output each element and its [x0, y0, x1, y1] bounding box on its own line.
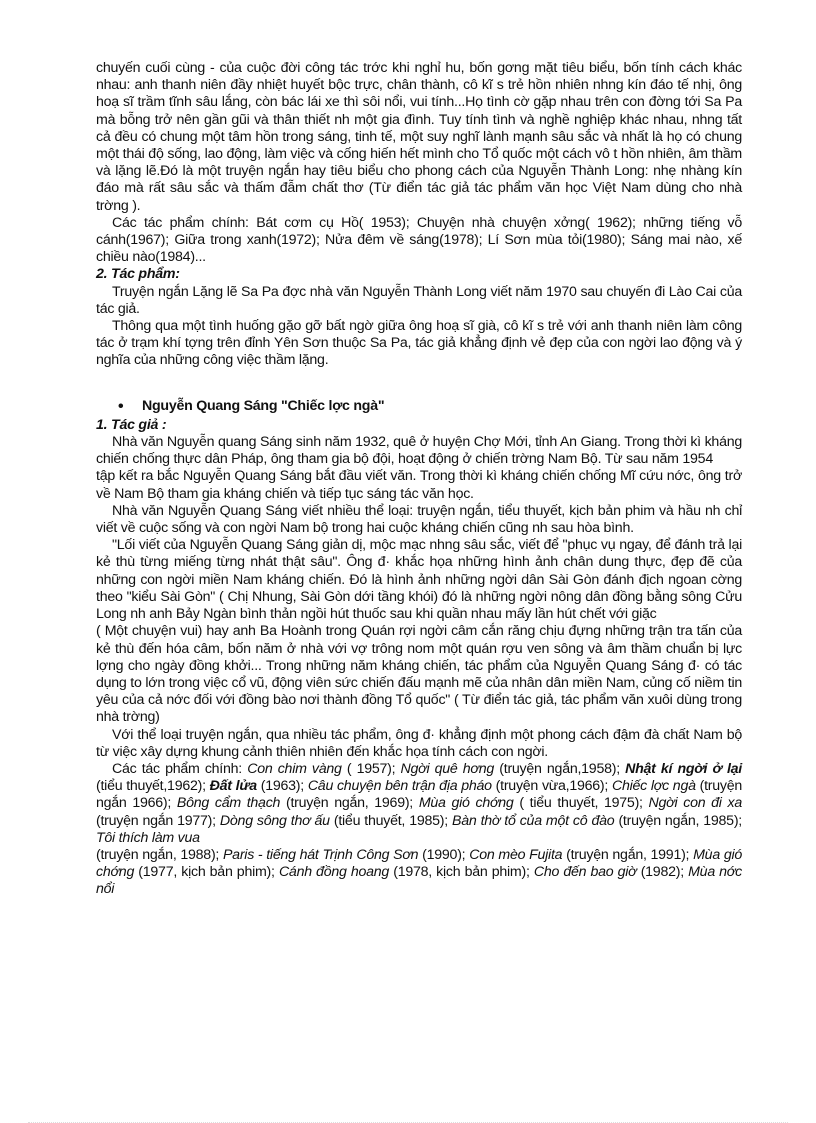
work-title: Cánh đồng hoang: [278, 864, 390, 881]
work-detail: (tiểu thuyết, 1985);: [329, 812, 452, 829]
work-title: Mùa gió chớng: [418, 795, 514, 812]
works-paragraph: Các tác phẩm chính: Bát cơm cụ Hồ( 1953); Chuyện nhà chuyện xởng( 1962); những tiếng vỗ cánh(1967); Giữa trong xanh(1972); Nửa đêm về sáng(1978); Lí Sơn mùa tỏi(1980); Sáng mai nào, xế chiều nào(1984)...: [96, 214, 742, 266]
work-detail: (1963);: [256, 778, 308, 795]
heading-tac-pham: 2. Tác phẩm:: [96, 266, 180, 283]
work-detail: (tiểu thuyết,1962);: [96, 778, 210, 795]
work-title: Dòng sông thơ ấu: [219, 812, 330, 829]
quote-paragraph: "Lối viết của Nguyễn Quang Sáng giản dị, mộc mạc nhng sâu sắc, viết để "phục vụ ngay, để đánh trả lại kẻ thù từng miếng từng nhát thật sâu". Ông đ· khắc họa những hình ảnh chân dung thực, đẹp đẽ của những con ngời miền Nam kháng chiến. Đó là hình ảnh những ngời dân Sài Gòn đánh địch ngoan cờng theo "kiểu Sài Gòn" ( Chị Nhung, Sài Gòn dới tầng khói) đó là những ngời nông dân đồng bằng sông Cửu Long nh anh Bảy Ngàn bình thản ngồi hút thuốc sau khi quần nhau mấy lần hút chết với giặc: [96, 537, 742, 623]
work-title: Nhật kí ngời ở lại: [625, 760, 742, 777]
work-title: Bông cẩm thạch: [176, 795, 281, 812]
work-detail: (truyện ngắn, 1991);: [562, 846, 694, 863]
heading-tac-gia: 1. Tác giả :: [96, 416, 167, 433]
work-title: Đất lửa: [209, 778, 257, 795]
work-title: Cho đến bao giờ: [533, 864, 637, 881]
author-paragraph-1: Nhà văn Nguyễn quang Sáng sinh năm 1932, quê ở huyện Chợ Mới, tỉnh An Giang. Trong thời kì kháng chiến chống thực dân Pháp, ông tham gia bộ đội, hoạt động ở chiến trờng Nam Bộ. Từ sau năm 1954: [96, 434, 742, 468]
quote-paragraph-cont: ( Một chuyện vui) hay anh Ba Hoành trong Quán rợi ngời câm cắn răng chịu đựng những trận tra tấn của kẻ thù đến hóa câm, bốn năm ở nhà với vợ trông nom một quán rợu ven sông và âm thầm chuẩn bị lực lợng cho ngày đồng khởi... Trong những năm kháng chiến, tác phẩm của Nguyễn Quang Sáng đ· có tác dụng to lớn trong việc cổ vũ, động viên sức chiến đấu mạnh mẽ của nhân dân miền Nam, củng cố niềm tin yêu của cả nớc đối với đồng bào nơi thành đồng Tổ quốc" ( Từ điển tác giả, tác phẩm văn xuôi dùng trong nhà trờng): [96, 623, 742, 726]
intro-paragraph: chuyến cuối cùng - của cuộc đời công tác trớc khi nghỉ hu, bốn gơng mặt tiêu biểu, bốn tính cách khác nhau: anh thanh niên đầy nhiệt huyết bộc trực, chân thành, cô kĩ s trẻ hồn nhiên nhng kín đáo tế nhị, ông hoạ sĩ trầm tĩnh sâu lắng, còn bác lái xe thì sôi nổi, vui tính...Họ tình cờ gặp nhau trên con đờng tới Sa Pa mà bỗng trở nên gần gũi và thân thiết nh một gia đình. Tuy tính tình và nghề nghiệp khác nhau, nhng tất cả đều có chung một tâm hồn trong sáng, tinh tế, một suy nghĩ lành mạnh sâu sắc và nhất là họ có chung một thái độ sống, lao động, làm việc và cống hiến hết mình cho Tổ quốc một cách vô t hồn nhiên, âm thầm và lặng lẽ.Đó là một truyện ngắn hay tiêu biểu cho phong cách của Nguyễn Thành Long: nhẹ nhàng kín đáo mà rất sâu sắc và thấm đẫm chất thơ (Từ điển tác giả tác phẩm văn học Việt Nam dùng cho nhà trờng ).: [96, 60, 742, 214]
author-paragraph-2: Nhà văn Nguyễn Quang Sáng viết nhiều thể loại: truyện ngắn, tiểu thuyết, kịch bản phim và hầu nh chỉ viết về cuộc sống và con ngời Nam bộ trong hai cuộc kháng chiến cũng nh sau hòa bình.: [96, 502, 742, 537]
author-paragraph-1b: tập kết ra bắc Nguyễn Quang Sáng bắt đầu viết văn. Trong thời kì kháng chiến chống Mĩ cứu nớc, ông trở về Nam Bộ tham gia kháng chiến và tiếp tục sáng tác văn học.: [96, 468, 742, 502]
work-detail: (truyện vừa,1966);: [491, 778, 612, 795]
work-detail: (1982);: [636, 864, 689, 881]
style-paragraph: Với thể loại truyện ngắn, qua nhiều tác phẩm, ông đ· khẳng định một phong cách đậm đà chất Nam bộ từ việc xây dựng khung cảnh thiên nhiên đến khắc họa tính cách con ngời.: [96, 726, 742, 760]
work-detail: ( tiểu thuyết, 1975);: [513, 795, 649, 812]
work-title: Con chim vàng: [247, 760, 342, 777]
work-detail: (truyện ngắn,1958);: [494, 760, 626, 777]
bullet-title: Nguyễn Quang Sáng "Chiếc lợc ngà": [142, 397, 385, 414]
work-detail: ( 1957);: [341, 760, 401, 777]
major-works-paragraph: [96, 761, 742, 899]
work-detail: (1977, kịch bản phim);: [134, 864, 279, 881]
document-page: [96, 60, 742, 899]
work-title: Ngời quê hơng: [400, 760, 495, 777]
work-detail: (1978, kịch bản phim);: [389, 864, 534, 881]
work-title: Con mèo Fujita: [469, 846, 563, 863]
work-detail: (truyện ngắn 1966);: [96, 778, 743, 812]
work-title: Ngời con đi xa: [648, 795, 742, 812]
work-title: Tôi thích làm vua: [96, 829, 200, 846]
work-title: Chiếc lợc ngà: [611, 778, 696, 795]
work-detail: (1990);: [418, 846, 470, 863]
work-title: Mùa nớc nổi: [96, 864, 742, 898]
work-title: Câu chuyện bên trận địa pháo: [307, 778, 492, 795]
work-title: Mùa gió chớng: [96, 846, 743, 881]
works-intro: Các tác phẩm chính:: [112, 760, 248, 777]
work-title: Paris - tiếng hát Trịnh Công Sơn: [222, 846, 419, 863]
work-title: Bàn thờ tổ của một cô đào: [452, 812, 615, 829]
work-detail: (truyện ngắn, 1969);: [280, 795, 419, 812]
work-detail: (truyện ngắn 1977);: [96, 812, 220, 829]
work-detail: (truyện ngắn, 1985);: [614, 812, 742, 829]
work-detail: (truyện ngắn, 1988);: [96, 846, 223, 863]
bullet-icon: •: [118, 397, 124, 415]
work-paragraph-1: Truyện ngắn Lặng lẽ Sa Pa đợc nhà văn Nguyễn Thành Long viết năm 1970 sau chuyến đi Lào Cai của tác giả.: [96, 283, 742, 317]
section-bullet-heading: [96, 398, 742, 415]
work-paragraph-2: Thông qua một tình huống gặo gỡ bất ngờ giữa ông hoạ sĩ già, cô kĩ s trẻ với anh thanh niên làm công tác ở trạm khí tợng trên đỉnh Yên Sơn thuộc Sa Pa, tác giả khẳng định vẻ đẹp của con ngời lao động và ý nghĩa của những công việc thầm lặng.: [96, 318, 742, 369]
